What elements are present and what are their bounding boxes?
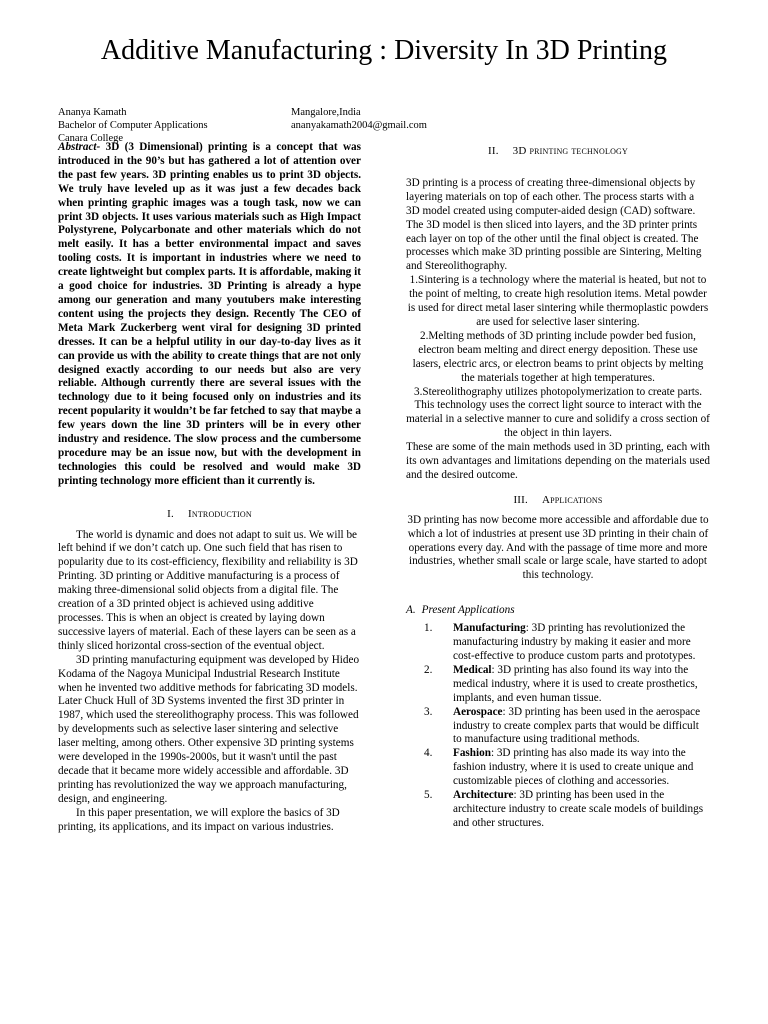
technology-intro: 3D printing is a process of creating three-dimensional objects by layering materials on top of each other. The process starts with a 3D model created using computer-aided design (CAD) software. The 3D model is then sliced into layers, and the 3D printer prints each layer on top of the other until the final object is created. The processes which make 3D printing possible are Sintering, Melting and Stereolithography. bbox=[406, 176, 702, 273]
technology-method: 3.Stereolithography utilizes photopolymerization to create parts. This technology uses the correct light source to interact with the material in a selective manner to cure and solidify a cross section of the object in thin layers. bbox=[406, 385, 710, 440]
intro-paragraph: In this paper presentation, we will explore the basics of 3D printing, its applications, and its impact on various industries. bbox=[58, 806, 340, 833]
section-heading-applications: III. Applications bbox=[513, 493, 603, 506]
section-heading-introduction: I. Introduction bbox=[167, 507, 252, 520]
author-location: Mangalore,India bbox=[291, 107, 361, 118]
author-name: Ananya Kamath bbox=[58, 107, 127, 118]
right-column bbox=[406, 145, 710, 831]
subsection-heading: A. Present Applications bbox=[406, 604, 515, 617]
abstract bbox=[58, 141, 361, 489]
author-email: ananyakamath2004@gmail.com bbox=[291, 120, 427, 131]
applications-list bbox=[406, 622, 710, 831]
abstract-label: Abstract- bbox=[58, 141, 101, 153]
list-item: 1. Manufacturing: 3D printing has revolutionized the manufacturing industry by making it easier and more cost-effective to produce custom parts and prototypes. bbox=[424, 622, 696, 662]
author-degree: Bachelor of Computer Applications bbox=[58, 120, 208, 131]
paper-title: Additive Manufacturing : Diversity In 3D Printing bbox=[100, 35, 668, 66]
technology-method: 1.Sintering is a technology where the material is heated, but not to the point of melting, to create high resolution items. Metal powder is used for direct metal laser sintering while thermoplastic powders are used for selective laser sintering. bbox=[407, 274, 709, 328]
applications-intro: 3D printing has now become more accessible and affordable due to which a lot of industries at present use 3D printing in their chain of operations every day. And with the passage of time more and more industries, whether small scale or large scale, have started to adopt this technology. bbox=[407, 513, 709, 582]
left-column bbox=[58, 141, 361, 835]
list-item: 5. Architecture: 3D printing has been used in the architecture industry to create scale models of buildings and other structures. bbox=[424, 789, 704, 829]
author-block bbox=[58, 106, 208, 145]
technology-closing: These are some of the main methods used in 3D printing, each with its own advantages and limitations depending on the materials used and the desired outcome. bbox=[406, 441, 710, 481]
technology-method: 2.Melting methods of 3D printing include powder bed fusion, electron beam melting and direct energy deposition. These use lasers, electric arcs, or electron beams to print objects by melting the materials together at high temperatures. bbox=[412, 329, 704, 384]
list-item: 2. Medical: 3D printing has also found its way into the medical industry, where it is used to create prosthetics, implants, and even human tissue. bbox=[424, 663, 698, 704]
section-heading-technology: II. 3D printing technology bbox=[487, 145, 629, 157]
list-item: 3. Aerospace: 3D printing has been used in the aerospace industry to create complex parts that would be difficult to manufacture using traditional methods. bbox=[424, 705, 701, 746]
author-college: Canara College bbox=[58, 133, 124, 144]
abstract-text: 3D (3 Dimensional) printing is a concept that was introduced in the 90’s but has gathered a lot of attention over the past few years. 3D printing enables us to print 3D objects. We truly have leveled up as it was just a few decades back when printing graphic images was a tough task, now we can print 3D objects. It uses various materials such as High Impact Polystyrene, Polycarbonate and other materials which do not melt easily. It has a better environmental impact and saves tooling costs. It is important in industries where we need to create lightweight but complex parts. It is affordable, making it a good choice for industries. 3D Printing is already a hype among our generation and many youtubers make interesting content using the projects they design. Recently The CEO of Meta Mark Zuckerberg went viral for designing 3D printed dresses. It can be a helpful utility in our day-to-day lives as it can provide us with the ability to create things that are not only designed exactly according to our needs but also are very reliable. Although currently there are several issues with the technology due to it being focused only on industries and its recent popularity it wouldn’t be far fetched to say that maybe a few years down the line 3D printers will be in every other industry and residence. The slow process and the cumbersome procedure may be an issue now, but with the development in technologies this could be resolved and would make 3D printing technology more efficient than it currently is. bbox=[58, 141, 361, 487]
author-contact bbox=[291, 106, 427, 132]
intro-paragraph: The world is dynamic and does not adapt to suit us. We will be left behind if we don’t catch up. One such field that has risen to popularity due to its cost-efficiency, flexibility and reliability is 3D Printing. 3D printing or Additive manufacturing is a process of making three-dimensional solid objects from a digital file. The creation of a 3D printed object is achieved using additive processes. This is when an object is created by laying down successive layers of material. Each of these layers can be seen as a thinly sliced horizontal cross-section of the eventual object. bbox=[58, 528, 358, 652]
list-item: 4. Fashion: 3D printing has also made its way into the fashion industry, where it is used to create unique and customizable pieces of clothing and accessories. bbox=[424, 747, 694, 788]
intro-paragraph: 3D printing manufacturing equipment was developed by Hideo Kodama of the Nagoya Municipal Industrial Research Institute when he invented two additive methods for fabricating 3D models. Later Chuck Hull of 3D Systems invented the first 3D printer in 1987, which used the stereolithography process. This was followed by developments such as selective laser sintering and selective laser melting, among others. Other expensive 3D printing systems were developed in the 1990s-2000s, but it wasn't until the past decade that it became more widely accessible and affordable. 3D printing has revolutionized the way we approach manufacturing, design, and engineering. bbox=[58, 653, 360, 805]
